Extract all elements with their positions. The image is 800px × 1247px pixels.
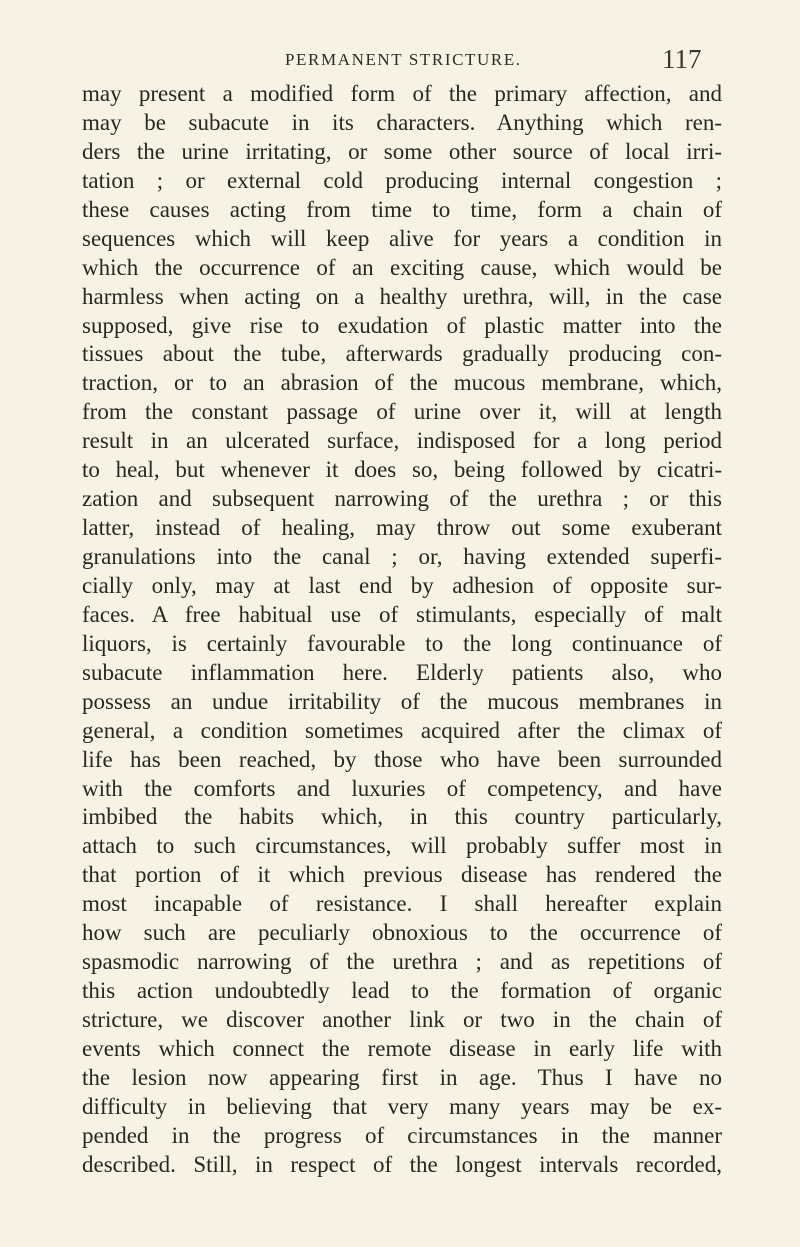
text-line: with the comforts and luxuries of competency, and have bbox=[82, 775, 722, 801]
text-line: supposed, give rise to exudation of plastic matter into the bbox=[82, 312, 722, 338]
text-line: granulations into the canal ; or, having extended superfi- bbox=[82, 544, 722, 569]
text-line: stricture, we discover another link or two in the chain of bbox=[82, 1007, 722, 1032]
text-line: these causes acting from time to time, form a chain of bbox=[82, 196, 722, 222]
text-line: possess an undue irritability of the mucous membranes in bbox=[82, 688, 722, 714]
body-text bbox=[82, 80, 722, 1180]
text-line: the lesion now appearing first in age. Thus I have no bbox=[82, 1064, 722, 1090]
text-line: ders the urine irritating, or some other source of local irri- bbox=[82, 138, 722, 164]
text-line: this action undoubtedly lead to the formation of organic bbox=[82, 978, 722, 1004]
text-line: spasmodic narrowing of the urethra ; and as repetitions of bbox=[82, 949, 722, 975]
text-line: to heal, but whenever it does so, being followed by cicatri- bbox=[82, 457, 722, 483]
text-line: difficulty in believing that very many years may be ex- bbox=[82, 1093, 722, 1119]
text-line: most incapable of resistance. I shall hereafter explain bbox=[82, 891, 722, 917]
text-line: life has been reached, by those who have been surrounded bbox=[82, 746, 722, 772]
text-line: traction, or to an abrasion of the mucous membrane, which, bbox=[82, 370, 722, 396]
text-line: from the constant passage of urine over it, will at length bbox=[82, 399, 722, 425]
text-line: faces. A free habitual use of stimulants, especially of malt bbox=[82, 601, 722, 627]
text-line: how such are peculiarly obnoxious to the occurrence of bbox=[82, 920, 722, 946]
text-line: general, a condition sometimes acquired after the climax of bbox=[82, 717, 722, 743]
text-line: attach to such circumstances, will probably suffer most in bbox=[82, 833, 722, 859]
text-line: may present a modified form of the primary affection, and bbox=[82, 81, 722, 106]
text-line: events which connect the remote disease in early life with bbox=[82, 1035, 722, 1061]
running-head bbox=[0, 44, 800, 80]
text-line: subacute inflammation here. Elderly patients also, who bbox=[82, 659, 722, 685]
page-number: 117 bbox=[662, 44, 702, 74]
text-line: sequences which will keep alive for years a condition in bbox=[82, 225, 722, 251]
text-line: may be subacute in its characters. Anything which ren- bbox=[82, 109, 722, 135]
text-line: described. Still, in respect of the longest intervals recorded, bbox=[82, 1151, 722, 1177]
text-line: tation ; or external cold producing internal congestion ; bbox=[82, 167, 722, 193]
text-line: latter, instead of healing, may throw out some exuberant bbox=[82, 515, 722, 541]
text-line: which the occurrence of an exciting cause, which would be bbox=[82, 254, 722, 280]
text-line: imbibed the habits which, in this country particularly, bbox=[82, 804, 722, 830]
text-line: result in an ulcerated surface, indisposed for a long period bbox=[82, 428, 722, 454]
text-line: harmless when acting on a healthy urethra, will, in the case bbox=[82, 283, 722, 309]
text-line: zation and subsequent narrowing of the urethra ; or this bbox=[82, 486, 722, 512]
text-line: cially only, may at last end by adhesion of opposite sur- bbox=[82, 572, 722, 598]
text-line: liquors, is certainly favourable to the long continuance of bbox=[82, 630, 722, 656]
running-title: PERMANENT STRICTURE. bbox=[285, 50, 522, 69]
text-line: pended in the progress of circumstances in the manner bbox=[82, 1122, 722, 1148]
text-line: that portion of it which previous disease has rendered the bbox=[82, 862, 722, 888]
text-line: tissues about the tube, afterwards gradually producing con- bbox=[82, 341, 722, 367]
